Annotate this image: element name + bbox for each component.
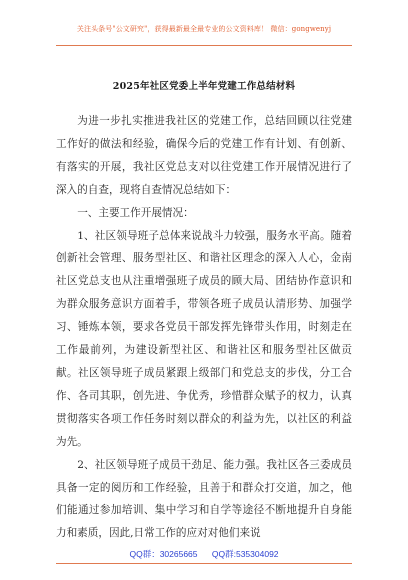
qq-group-1: QQ群：30265665 xyxy=(129,549,198,559)
body-paragraph-intro: 为进一步扎实推进我社区的党建工作，总结回顾以往党建工作好的做法和经验，确保今后的党建工作有计划、有创新、有落实的开展，我社区党总支对以往党建工作开展情况进行了深入的自查，现将自查情况总结如下： xyxy=(56,115,352,196)
footer-divider xyxy=(56,563,352,564)
wechat-text: 微信：gongwenyj xyxy=(270,25,332,33)
header-divider xyxy=(56,45,352,46)
section-heading: 一、主要工作开展情况： xyxy=(77,206,194,219)
body-paragraph-2: 2、社区领导班子成员干劲足、能力强。我社区各三委成员具备一定的阅历和工作经验，且善于和群众打交道，加之，他们能通过参加培训、集中学习和自学等途径不断地提升自身能力和素质，因此,日常工作的应对对他们来说 xyxy=(56,458,352,540)
body-paragraph-1: 1、社区领导班子总体来说战斗力较强，服务水平高。随着创新社会管理、服务型社区、和谐社区理念的深入人心，金南社区党总支也从注重增强班子成员的顾大局、团结协作意识和为群众服务意识方面着手，带领各班子成员认清形势、加强学习、锤炼本领，要求各党员干部发挥先锋带头作用，时刻走在工作最前列，为建设新型社区、和谐社区和服务型社区做贡献。社区领导班子成员紧跟上级部门和党总支的步伐，分工合作、各司其职，创先进、争优秀，珍惜群众赋予的权力，认真贯彻落实各项工作任务时刻以群众的利益为先，以社区的利益为先。 xyxy=(56,229,352,448)
banner-text: 关注头条号"公文研究"，获得最新最全最专业的公文资料库！ xyxy=(76,25,269,33)
qq-group-2: QQ群:535304092 xyxy=(211,549,279,559)
footer-contacts xyxy=(0,548,408,560)
header-banner xyxy=(0,24,408,34)
document-body xyxy=(56,110,352,545)
document-title: 2025年社区党委上半年党建工作总结材料 xyxy=(112,81,296,92)
